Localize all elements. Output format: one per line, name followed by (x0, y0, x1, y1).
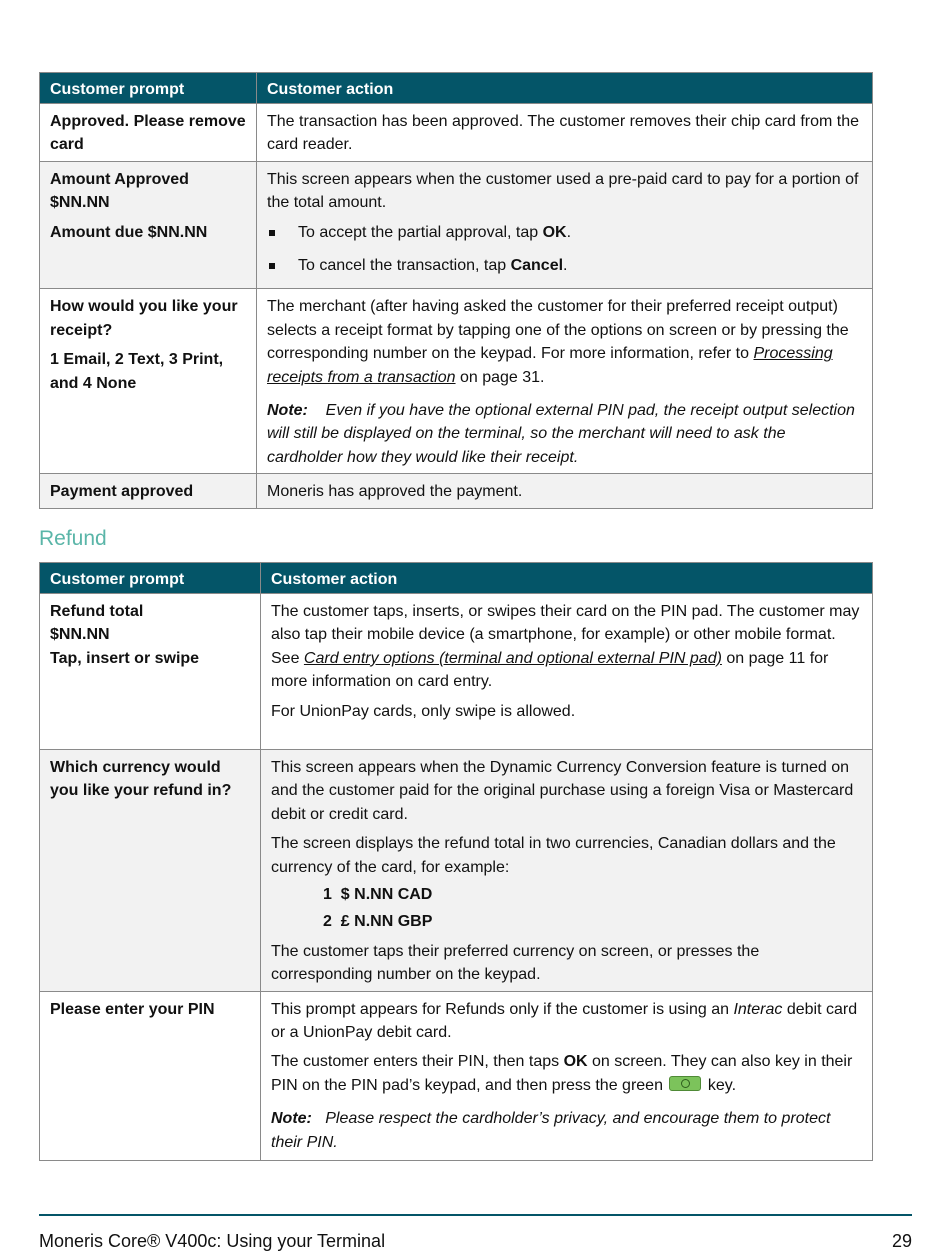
green-enter-key-icon (669, 1076, 701, 1091)
table-row (40, 474, 873, 508)
bullet-list (267, 221, 862, 278)
action-text: The customer enters their PIN, then taps OK on screen. They can also key in their PIN on the PIN pad’s keypad, and then press the green key. (271, 1053, 853, 1094)
action-cell (257, 161, 873, 289)
cross-reference-link[interactable]: Card entry options (terminal and optional external PIN pad) (303, 649, 722, 667)
footer-title: Moneris Core® V400c: Using your Terminal (39, 1231, 386, 1251)
prompt-text: Which currency would you like your refund in? (50, 759, 232, 800)
action-cell (257, 289, 873, 474)
action-cell (257, 104, 873, 162)
prompt-text: Amount Approved $NN.NN (50, 170, 189, 212)
list-item: To cancel the transaction, tap Cancel. (267, 254, 862, 277)
list-item: To accept the partial approval, tap OK. (267, 221, 862, 244)
action-text: The transaction has been approved. The customer removes their chip card from the card reader. (267, 113, 860, 154)
table-prompts-refund (39, 562, 873, 1161)
prompt-cell (40, 289, 257, 474)
prompt-text: 1 Email, 2 Text, 3 Print, and 4 None (50, 351, 224, 392)
action-text: The screen displays the refund total in two currencies, Canadian dollars and the currency of the card, for example: (271, 835, 836, 876)
table-header-row (40, 73, 873, 104)
action-text: The merchant (after having asked the customer for their preferred receipt output) selects a receipt format by tapping one of the options on screen or by pressing the corresponding number on the keypad. For more information, refer to Processing receipts from a transaction on page 31. (267, 298, 849, 386)
cross-reference-link[interactable]: Processing receipts from a transaction (267, 345, 833, 386)
prompt-text: Approved. Please remove card (50, 113, 246, 154)
table-row (40, 161, 873, 289)
action-text: This prompt appears for Refunds only if the customer is using an Interac debit card or a UnionPay debit card. (271, 1000, 858, 1042)
prompt-text: Refund total (50, 603, 144, 620)
prompt-cell (40, 594, 261, 750)
prompt-text: Amount due $NN.NN (50, 223, 208, 241)
column-header-prompt: Customer prompt (40, 73, 257, 104)
note-text: Note: Even if you have the optional external PIN pad, the receipt output selection will still be displayed on the terminal, so the merchant will need to ask the cardholder how they would like their receipt. (267, 402, 855, 466)
prompt-cell (40, 474, 257, 508)
table-prompts-purchase (39, 72, 873, 509)
column-header-prompt: Customer prompt (40, 563, 261, 594)
prompt-text: How would you like your receipt? (50, 298, 238, 339)
footer-divider (39, 1214, 912, 1216)
table-row (40, 594, 873, 750)
action-text: This screen appears when the customer used a pre-paid card to pay for a portion of the total amount. (267, 170, 859, 212)
prompt-text: Please enter your PIN (50, 1000, 215, 1018)
prompt-cell (40, 104, 257, 162)
action-cell (261, 991, 873, 1160)
prompt-text: $NN.NN (50, 626, 110, 644)
action-cell (261, 750, 873, 992)
table-row (40, 750, 873, 992)
prompt-cell (40, 750, 261, 992)
table-row (40, 289, 873, 474)
action-cell (261, 594, 873, 750)
prompt-cell (40, 991, 261, 1160)
page-number: 29 (891, 1231, 912, 1251)
action-text: Moneris has approved the payment. (267, 483, 523, 501)
section-title: Refund (39, 527, 107, 550)
table-row (40, 991, 873, 1160)
action-text: The customer taps their preferred currency on screen, or presses the corresponding number on the keypad. (271, 942, 760, 984)
table-header-row (40, 563, 873, 594)
currency-option: 2 £ N.NN GBP (323, 913, 433, 931)
table-row (40, 104, 873, 162)
action-text: The customer taps, inserts, or swipes their card on the PIN pad. The customer may also tap their mobile device (a smartphone, for example) or other mobile format. See Card entry options (terminal and optional external PIN pad) on page 11 for more information on card entry. (271, 603, 860, 691)
column-header-action: Customer action (257, 73, 873, 104)
action-cell (257, 474, 873, 508)
prompt-cell (40, 161, 257, 289)
currency-option: 1 $ N.NN CAD (323, 886, 433, 904)
action-text: This screen appears when the Dynamic Currency Conversion feature is turned on and the customer paid for the original purchase using a foreign Visa or Mastercard debit or credit card. (271, 759, 854, 823)
prompt-text: Payment approved (50, 483, 194, 501)
action-text: For UnionPay cards, only swipe is allowed. (271, 702, 576, 720)
prompt-text: Tap, insert or swipe (50, 649, 200, 667)
column-header-action: Customer action (261, 563, 873, 594)
note-text: Note: Please respect the cardholder’s privacy, and encourage them to protect their PIN. (271, 1110, 831, 1151)
